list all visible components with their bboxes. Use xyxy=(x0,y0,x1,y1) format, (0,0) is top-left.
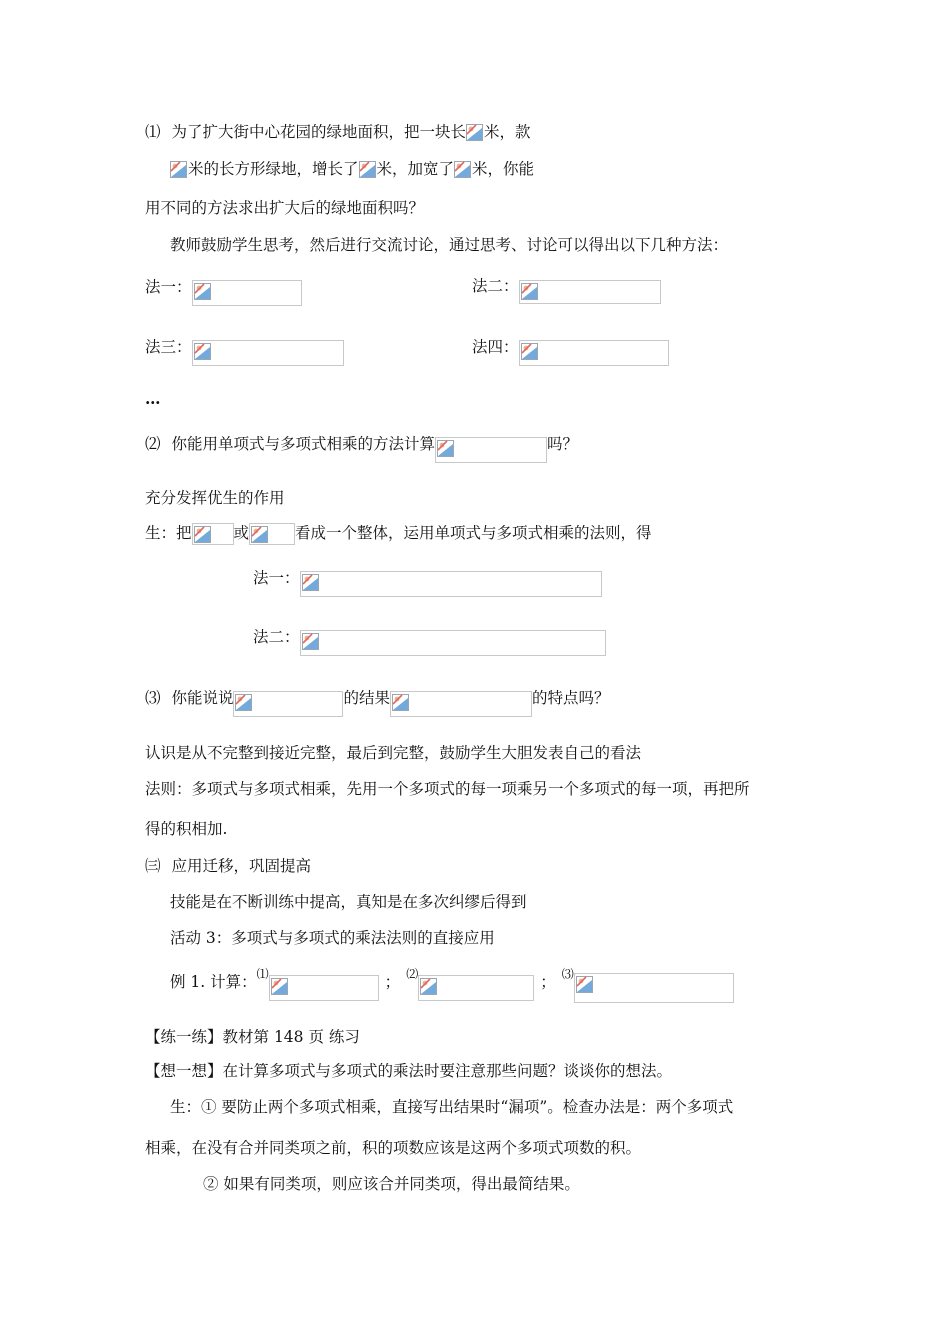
formula-image-icon xyxy=(249,523,295,545)
formula-image-icon xyxy=(192,280,302,306)
think-text: 在计算多项式与多项式的乘法时要注意那些问题？谈谈你的想法。 xyxy=(222,1062,673,1080)
q3-text-c: 的特点吗？ xyxy=(531,689,610,707)
role-note: 充分发挥优生的作用 xyxy=(145,489,285,507)
formula-image-icon xyxy=(359,160,377,180)
think-line xyxy=(145,1060,672,1082)
formula-image-icon xyxy=(519,280,661,304)
student-text-a: 生：把 xyxy=(145,524,192,542)
activity-3: 活动 3：多项式与多项式的乘法法则的直接应用 xyxy=(170,929,495,947)
formula-image-icon xyxy=(300,630,606,656)
q1-text-b: 米，款 xyxy=(483,123,531,141)
example-separator: ； xyxy=(540,973,556,991)
q3-text-a: 你能说说 xyxy=(171,689,234,707)
example-1-line xyxy=(170,963,734,1003)
q1-line-3: 用不同的方法求出扩大后的绿地面积吗？ xyxy=(145,199,425,217)
student-method-2-label: 法二： xyxy=(253,628,300,646)
rule-line-1: 法则：多项式与多项式相乘，先用一个多项式的每一项乘另一个多项式的每一项，再把所 xyxy=(145,780,750,798)
practice-line xyxy=(145,1026,360,1048)
q2-line xyxy=(145,427,578,463)
answer-line-1: 生：① 要防止两个多项式相乘，直接写出结果时“漏项”。检查办法是：两个多项式 xyxy=(170,1098,734,1116)
answer-line-2: 相乘，在没有合并同类项之前，积的项数应该是这两个多项式项数的积。 xyxy=(145,1139,642,1157)
method-2 xyxy=(472,270,661,304)
student-method-1-label: 法一： xyxy=(253,569,300,587)
method-4-label: 法四： xyxy=(472,338,519,356)
formula-image-icon xyxy=(454,160,472,180)
student-text-c: 看成一个整体，运用单项式与多项式相乘的法则，得 xyxy=(295,524,652,542)
q1-text-e: 米，你能 xyxy=(472,160,535,178)
formula-image-icon xyxy=(170,160,188,180)
method-3 xyxy=(145,330,344,366)
formula-image-icon xyxy=(192,523,234,545)
ellipsis: … xyxy=(145,389,161,408)
q1-line-1 xyxy=(145,121,530,143)
example-label: 例 1. 计算： xyxy=(170,973,257,991)
recognition-note: 认识是从不完整到接近完整，最后到完整，鼓励学生大胆发表自己的看法 xyxy=(145,744,642,762)
student-text-b: 或 xyxy=(233,524,250,542)
formula-image-icon xyxy=(390,691,532,717)
formula-image-icon xyxy=(466,123,484,143)
section-3-heading xyxy=(145,855,311,877)
example-number-3: ⑶ xyxy=(561,967,574,981)
formula-image-icon xyxy=(300,571,602,597)
practice-text: 教材第 148 页 练习 xyxy=(222,1028,360,1046)
student-method-2 xyxy=(253,620,606,656)
q3-line xyxy=(145,681,610,717)
formula-image-icon xyxy=(269,975,379,1001)
section-3-title: 应用迁移，巩固提高 xyxy=(171,857,311,875)
practice-tag: 【练一练】 xyxy=(145,1028,223,1046)
student-line xyxy=(145,522,652,545)
q1-number: ⑴ xyxy=(145,123,161,141)
method-1 xyxy=(145,270,302,306)
method-3-label: 法三： xyxy=(145,338,192,356)
q2-number: ⑵ xyxy=(145,435,161,453)
example-number-2: ⑵ xyxy=(406,967,419,981)
q2-text-a: 你能用单项式与多项式相乘的方法计算 xyxy=(171,435,435,453)
example-number-1: ⑴ xyxy=(256,967,269,981)
section-3-number: ㈢ xyxy=(145,857,161,875)
q1-text-c: 米的长方形绿地，增长了 xyxy=(188,160,359,178)
formula-image-icon xyxy=(418,975,534,1001)
formula-image-icon xyxy=(435,437,547,463)
formula-image-icon xyxy=(233,691,343,717)
answer-line-3: ② 如果有同类项，则应该合并同类项，得出最简结果。 xyxy=(203,1175,580,1193)
q3-number: ⑶ xyxy=(145,689,161,707)
teacher-note: 教师鼓励学生思考，然后进行交流讨论，通过思考、讨论可以得出以下几种方法： xyxy=(170,236,729,254)
q1-text-d: 米，加宽了 xyxy=(376,160,455,178)
q3-text-b: 的结果 xyxy=(343,689,390,707)
rule-line-2: 得的积相加. xyxy=(145,820,228,838)
q1-text-a: 为了扩大街中心花园的绿地面积，把一块长 xyxy=(171,123,466,141)
think-tag: 【想一想】 xyxy=(145,1062,223,1080)
formula-image-icon xyxy=(574,973,734,1003)
example-separator: ； xyxy=(384,973,401,991)
method-4 xyxy=(472,330,669,366)
q2-text-b: 吗？ xyxy=(546,435,578,453)
q1-line-2 xyxy=(170,158,534,180)
method-2-label: 法二： xyxy=(472,277,519,295)
skill-note: 技能是在不断训练中提高，真知是在多次纠缪后得到 xyxy=(170,893,527,911)
formula-image-icon xyxy=(192,340,344,366)
formula-image-icon xyxy=(519,340,669,366)
student-method-1 xyxy=(253,561,602,597)
method-1-label: 法一： xyxy=(145,278,192,296)
